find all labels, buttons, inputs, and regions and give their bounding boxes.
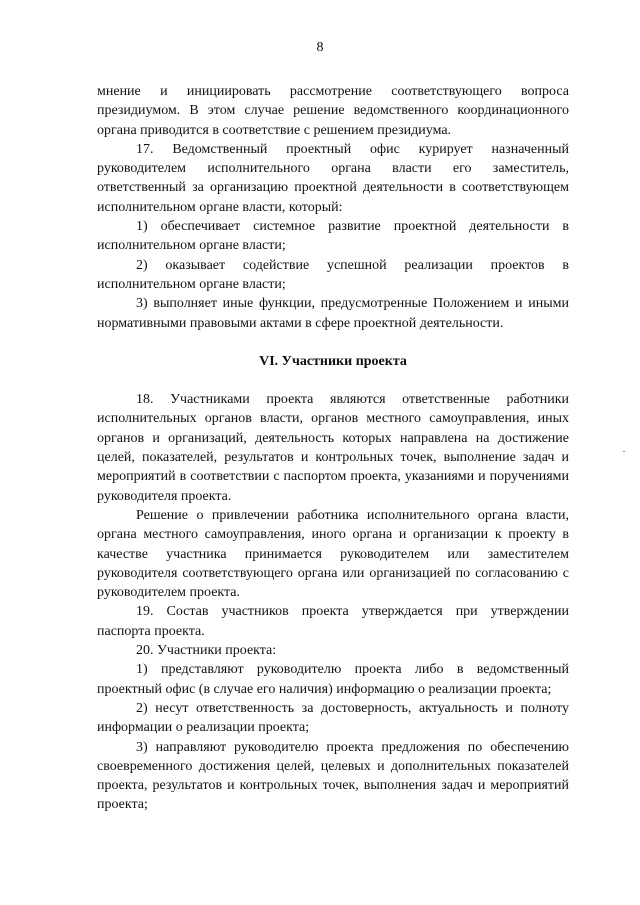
page-number: 8 bbox=[316, 40, 324, 55]
list-item-20-2: 2) несут ответственность за достоверность, актуальность и полноту информации о реализации проекта; bbox=[97, 700, 569, 736]
list-item-20-1: 1) представляют руководителю проекта либо в ведомственный проектный офис (в случае его наличия) информацию о реализации проекта; bbox=[97, 662, 569, 697]
paragraph-item-20: 20. Участники проекта: bbox=[136, 643, 277, 659]
paragraph-item-19: 19. Состав участников проекта утверждается при утверждении паспорта проекта. bbox=[97, 604, 569, 639]
document-body bbox=[97, 82, 569, 815]
list-item-17-1: 1) обеспечивает системное развитие проектной деятельности в исполнительном органе власти; bbox=[97, 219, 569, 254]
scan-speck bbox=[623, 451, 625, 452]
section-heading: VI. Участники проекта bbox=[259, 353, 407, 369]
list-item-17-2: 2) оказывает содействие успешной реализации проектов в исполнительном органе власти; bbox=[97, 257, 569, 292]
paragraph-decision: Решение о привлечении работника исполнительного органа власти, органа местного самоуправления, иного органа и организации к проекту в качестве участника принимается руководителем или заместителем руководителя соответствующего органа или организацией по согласованию с руководителем проекта. bbox=[97, 507, 569, 601]
paragraph-item-17: 17. Ведомственный проектный офис курирует назначенный руководителем исполнительного органа власти его заместитель, ответственный за организацию проектной деятельности в соответствующем исполнительном органе власти, который: bbox=[97, 141, 569, 215]
paragraph-continued: мнение и инициировать рассмотрение соответствующего вопроса президиумом. В этом случае решение ведомственного координационного органа приводится в соответствие с решением президиума. bbox=[97, 84, 569, 138]
list-item-20-3: 3) направляют руководителю проекта предложения по обеспечению своевременного достижения целей, целевых и дополнительных показателей проекта, результатов и контрольных точек, выполнения задач и мероприятий проекта; bbox=[97, 739, 569, 813]
list-item-17-3: 3) выполняет иные функции, предусмотренные Положением и иными нормативными правовыми актами в сфере проектной деятельности. bbox=[97, 296, 569, 331]
paragraph-item-18: 18. Участниками проекта являются ответственные работники исполнительных органов власти, органов местного самоуправления, иных органов и организаций, деятельность которых направлена на достижение целей, показателей, результатов и контрольных точек, выполнение задач и мероприятий в соответствии с паспортом проекта, указаниями и поручениями руководителя проекта. bbox=[97, 392, 569, 504]
